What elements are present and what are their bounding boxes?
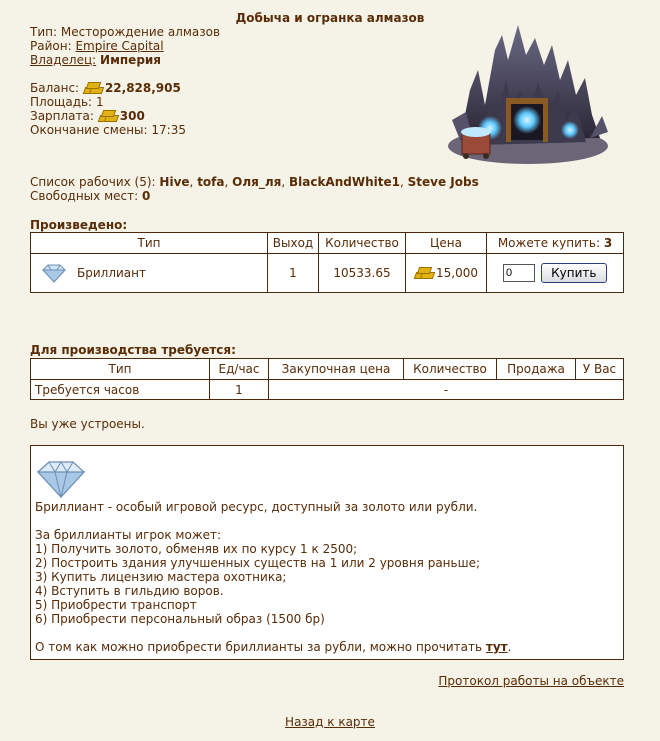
district-row — [30, 39, 220, 53]
gold-icon — [83, 82, 103, 93]
buy-button[interactable]: Купить — [541, 263, 607, 283]
district-link[interactable]: Empire Capital — [75, 39, 164, 53]
quantity-input[interactable] — [503, 264, 535, 282]
table-row — [31, 254, 624, 293]
col-type: Тип — [31, 233, 268, 254]
owner-row — [30, 53, 220, 67]
worker-name[interactable]: Steve Jobs — [407, 175, 479, 189]
required-title: Для производства требуется: — [30, 343, 236, 357]
worker-name[interactable]: tofa — [197, 175, 225, 189]
per-hour-value: 1 — [210, 380, 269, 400]
salary-value: 300 — [119, 109, 145, 123]
product-name: Бриллиант — [77, 266, 146, 280]
col-purchase-price: Закупочная цена — [269, 359, 404, 380]
area-label: Площадь: — [30, 95, 93, 109]
dash-value: - — [269, 380, 624, 400]
shift-value: 17:35 — [151, 123, 186, 137]
owner-label-link[interactable]: Владелец: — [30, 53, 97, 67]
shift-label: Окончание смены: — [30, 123, 148, 137]
area-row — [30, 95, 220, 109]
here-link[interactable]: тут — [485, 640, 508, 654]
col-per-hour: Ед/час — [210, 359, 269, 380]
gold-icon — [98, 110, 118, 121]
workers-row: Список рабочих (5): Hive, tofa, Оля_ля, BlackAndWhite1, Steve Jobs — [30, 175, 479, 189]
salary-label: Зарплата: — [30, 109, 94, 123]
col-output: Выход — [268, 233, 319, 254]
worker-name[interactable]: BlackAndWhite1 — [288, 175, 400, 189]
info-intro: Бриллиант - особый игровой ресурс, доступный за золото или рубли. — [35, 500, 478, 514]
type-label: Тип: — [30, 25, 58, 39]
list-item: 6) Приобрести персональный образ (1500 бр) — [35, 612, 325, 626]
price-value: 15,000 — [436, 266, 478, 280]
list-item: 4) Вступить в гильдию воров. — [35, 584, 224, 598]
back-to-map-link[interactable]: Назад к карте — [285, 715, 375, 729]
col-can-buy: Можете купить: 3 — [487, 233, 624, 254]
quantity-value: 10533.65 — [319, 254, 406, 293]
col-quantity: Количество — [319, 233, 406, 254]
page-title: Добыча и огранка алмазов — [235, 11, 425, 25]
list-item: 1) Получить золото, обменяв их по курсу 1 к 2500; — [35, 542, 358, 556]
col-price: Цена — [406, 233, 487, 254]
diamond-icon — [35, 459, 87, 499]
gold-icon — [414, 267, 434, 278]
workers-label: Список рабочих (5): — [30, 175, 156, 189]
buy-cell — [487, 254, 624, 293]
district-label: Район: — [30, 39, 72, 53]
info-outro: О том как можно приобрести бриллианты за рубли, можно прочитать тут. — [35, 640, 512, 654]
output-value: 1 — [268, 254, 319, 293]
col-you-have: У Вас — [576, 359, 624, 380]
info-lead: За бриллианты игрок может: — [35, 528, 222, 542]
owner-value: Империя — [100, 53, 162, 67]
price-cell — [406, 254, 487, 293]
product-cell — [31, 254, 268, 293]
diamond-icon — [41, 263, 67, 283]
produced-table — [30, 232, 624, 293]
required-table — [30, 358, 624, 400]
worker-name[interactable]: Оля_ля — [232, 175, 282, 189]
list-item: 5) Приобрести транспорт — [35, 598, 197, 612]
produced-title: Произведено: — [30, 218, 128, 232]
area-value: 1 — [95, 95, 104, 109]
balance-row — [30, 81, 220, 95]
balance-label: Баланс: — [30, 81, 80, 95]
free-slots-label: Свободных мест: — [30, 189, 139, 203]
workers-block — [30, 175, 479, 203]
col-type: Тип — [31, 359, 210, 380]
table-row — [31, 380, 624, 400]
free-slots-row — [30, 189, 479, 203]
protocol-link[interactable]: Протокол работы на объекте — [438, 674, 624, 688]
salary-row — [30, 109, 220, 123]
col-sale: Продажа — [497, 359, 576, 380]
table-header — [31, 233, 624, 254]
employed-status: Вы уже устроены. — [30, 417, 145, 431]
required-name: Требуется часов — [31, 380, 210, 400]
diamond-info-box — [30, 445, 624, 660]
col-quantity: Количество — [404, 359, 497, 380]
list-item: 2) Построить здания улучшенных существ на 1 или 2 уровня раньше; — [35, 556, 480, 570]
type-row — [30, 25, 220, 39]
free-slots-value: 0 — [141, 189, 151, 203]
type-value: Месторождение алмазов — [60, 25, 221, 39]
worker-name[interactable]: Hive — [159, 175, 190, 189]
balance-value: 22,828,905 — [104, 81, 181, 95]
object-info — [30, 25, 220, 137]
list-item: 3) Купить лицензию мастера охотника; — [35, 570, 287, 584]
shift-row — [30, 123, 220, 137]
table-header — [31, 359, 624, 380]
diamond-mine-image — [440, 20, 610, 172]
